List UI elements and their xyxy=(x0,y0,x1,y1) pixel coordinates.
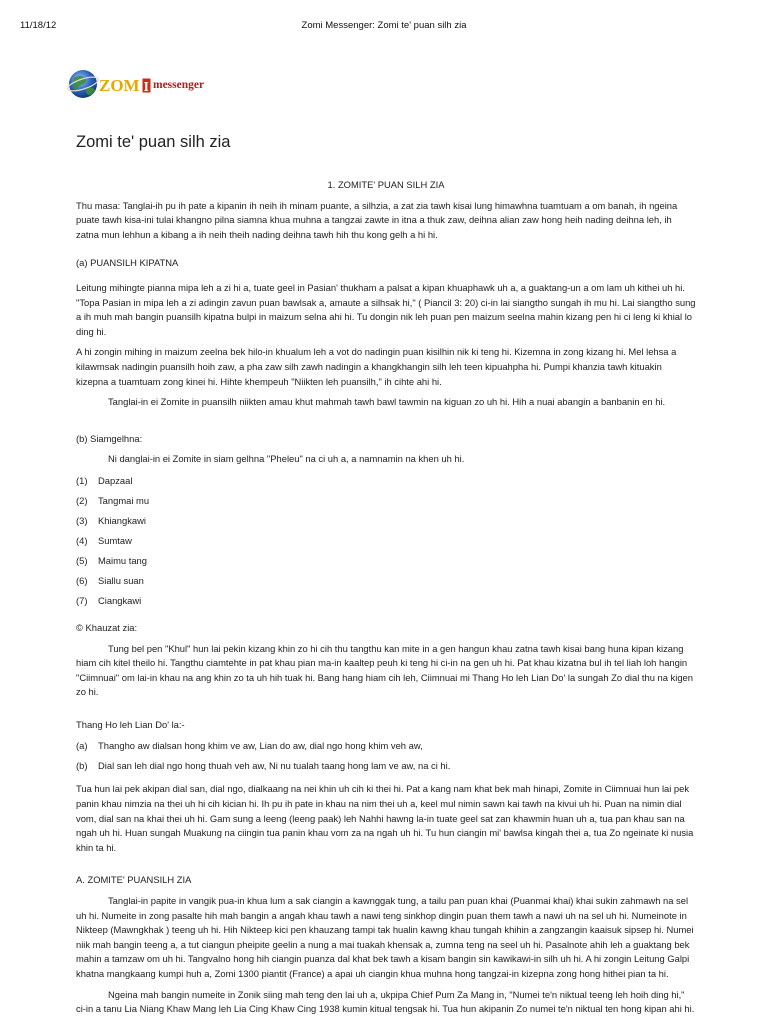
logo-zomi-text: ZOM xyxy=(99,76,140,95)
section-heading-c: © Khauzat zia: xyxy=(76,621,138,633)
la-lines-list xyxy=(76,736,696,776)
paragraph-d2: Ngeina mah bangin numeite in Zonik siing mah teng den lai uh a, ukpipa Chief Pum Za Mang in, "Numei te'n niktual teeng leh hoih ding hi," ci-in a tanu Lia Niang Khaw Mang leh Lia Cing Khaw Cing 1938 kumin kitual tengsak hi. Tua hun akipanin Zo numei te'n niktual ten hong kipan ahi hi. xyxy=(76,988,695,1015)
paragraph-a2: A hi zongin mihing in maizum zeelna bek hilo-in khualum leh a vot do nadingin puan kisilhin nik ki teng hi. Kizemna in zong kizang hi. Mel lehsa a kilawmsak nadingin puansilh hoih zaw, a pha zaw silh zawh nadingin a khangkhangin silh leh teen kipuahpha hi. Pumpi khanzia tawh kituakin kizepna a tuamtuam zong kinei hi. Hihte khempeuh "Niikten leh puansilh," ih cihte ahi hi. xyxy=(76,346,677,387)
paragraph-d1: Tanglai-in papite in vangik pua-in khua lum a sak ciangin a kawnggak tung, a tailu pan puan khai (Puanmai khai) khai sukin zahmawh na sel uh hi. Numeite in zong pasalte hih mah bangin a angah khau tawh a nawi teng sinkhop dingin puan them tawh a nawi uh na sel uh hi. Numeinote in Nikteep (Mawngkhak ) teeng uh hi. Hih Nikteep kici pen khauzang tampi tak hualin kawng khau tungah khihin a zangzangin kaaisuk sipsep hi. Numei niik mah bangin teeng a, a tut ciangun pheipite geelin a nung a mai tuakah khensak a, zumna teng na seel uh hi. Pasalnote ahih leh a guaktang bek mahin a tamzaw om uh hi. Tangvalno hong hih ciangin puanza dal khat bek tawh a kisam bangin sin kawikawi-in silh uh hi. A hi zongin Leitung Galpi khatna mangkaang kumpi huh a, Zomi 1300 piantit (France) a apai uh ciangin khua muhna hong tangzai-in kizepna zong hong hithei pian ta hi. xyxy=(76,895,694,979)
section-heading-b: (b) Siamgelhna: xyxy=(76,432,143,444)
section-heading-d: A. ZOMITE' PUANSILH ZIA xyxy=(76,874,192,886)
siamgelhna-list xyxy=(76,471,696,611)
list-item: (3) Khiangkawi xyxy=(76,514,146,526)
logo-graphic xyxy=(66,64,216,106)
list-item: (4) Sumtaw xyxy=(76,534,132,546)
article-body xyxy=(76,178,696,1017)
paragraph-a3: Tanglai-in ei Zomite in puansilh niikten amau khut mahmah tawh bawl tawmin na kiguan zo uh hi. Hih a nuai abangin a banbanin en hi. xyxy=(108,396,666,408)
section-heading-1: 1. ZOMITE' PUAN SILH ZIA xyxy=(327,179,445,190)
list-item: (2) Tangmai mu xyxy=(76,494,150,506)
print-header xyxy=(0,20,768,34)
paragraph-a1: Leitung mihingte pianna mipa leh a zi hi a, tuate geel in Pasian' thukham a palsat a kipan khuaphawk uh a, a guaktang-un a om lam uh kithei uh hi. "Topa Pasian in mipa leh a zi adingin zavun puan bawlsak a, amaute a silhsak hi," ( Piancil 3: 20) ci-in lai siangtho sungah ih mu hi. Lai siangtho sung a ih muh mah bangin puansilh kipatna bulpi in maizum selna ahi hi. Tu dongin nik leh puan pen maizum seelna mahin kizang pen hi ci leng ki khial lo ding hi. xyxy=(76,281,696,337)
globe-icon xyxy=(66,70,100,98)
list-item: (6) Siallu suan xyxy=(76,574,144,586)
intro-paragraph: Thu masa: Tanglai-ih pu ih pate a kipanin ih neih ih minam puante, a silhzia, a zat zia tawh kisai lung himawhna tuamtuam a om banah, ih ngeina puate tawh kisa-ini tulai khangno pilna siamna khua muhna a tangzai zawte in itna a thuk zaw, deihna alian zaw hong heih nading deihna leh, ih zatna mun lehhun a kibang a ih neih theih nading deihna tawh hih thu kong gelh a hi hi. xyxy=(76,199,678,240)
paragraph-c1: Tung bel pen "Khul" hun lai pekin kizang khin zo hi cih thu tangthu kan mite in a gen hangun khau zatna tawh kisai bang huna kipan kizang hiam cih kitel theilo hi. Tangthu ciamtehte in pat khau pian ma-in kaaltep peuh ki teng hi ci-in na gen uh hi. Pat khau kizatna bul ih tel liah loh hangin "Ciimnuai" om lai-in khau na ang khin zo ta uh hih tuak hi. Bang hang hiam cih leh, Ciimnuai mi Thang Ho leh Lian Do' la sungah Zo dial thu na kigen zo hi. xyxy=(76,642,693,698)
section-heading-a: (a) PUANSILH KIPATNA xyxy=(76,257,179,269)
paragraph-c3: Tua hun lai pek akipan dial san, dial ngo, dialkaang na nei khin uh cih ki thei hi. Pat a kang nam khat bek mah hinapi, Zomite in Ciimnuai hun lai pek panin khau nimzia na thei uh hi cih kician hi. Ih pu ih pate in khau na nim thei uh a, keel mul nimin sawn kai tawh na kivui uh hi. Puan na nimin dial vom, dial san na khai thei uh hi. Gam sung a leeng (leeng paak) leh Nahhi hawng la-in tuate geel sat zan khawmin huan uh a, tua pan khau san na ngah uh hi. Huan sungah Muakung na ciingin tua panin khau vom za na ngah uh hi. Tu hun ciangin mi' bawlsa kingah thei a, tua Zo ngeinate ki nusia khin ta hi. xyxy=(76,783,694,853)
logo-messenger-text: messenger xyxy=(153,79,205,91)
page-title: Zomi te' puan silh zia xyxy=(76,133,231,151)
print-page-title: Zomi Messenger: Zomi te' puan silh zia xyxy=(301,20,467,31)
logo-i-text: I xyxy=(143,80,149,95)
list-item: (b) Dial san leh dial ngo hong thuah veh aw, Ni nu tualah taang hong lam ve aw, na ci hi. xyxy=(76,760,451,772)
list-item: (a) Thangho aw dialsan hong khim ve aw, Lian do aw, dial ngo hong khim veh aw, xyxy=(76,740,423,752)
zomi-messenger-logo[interactable] xyxy=(66,64,216,106)
print-date: 11/18/12 xyxy=(20,20,57,31)
list-item: (5) Maimu tang xyxy=(76,554,147,566)
paragraph-b1: Ni danglai-in ei Zomite in siam gelhna "Pheleu" na ci uh a, a namnamin na khen uh hi. xyxy=(108,453,465,465)
paragraph-c2: Thang Ho leh Lian Do' la:- xyxy=(76,718,185,730)
list-item: (1) Dapzaal xyxy=(76,474,133,486)
list-item: (7) Ciangkawi xyxy=(76,594,142,606)
